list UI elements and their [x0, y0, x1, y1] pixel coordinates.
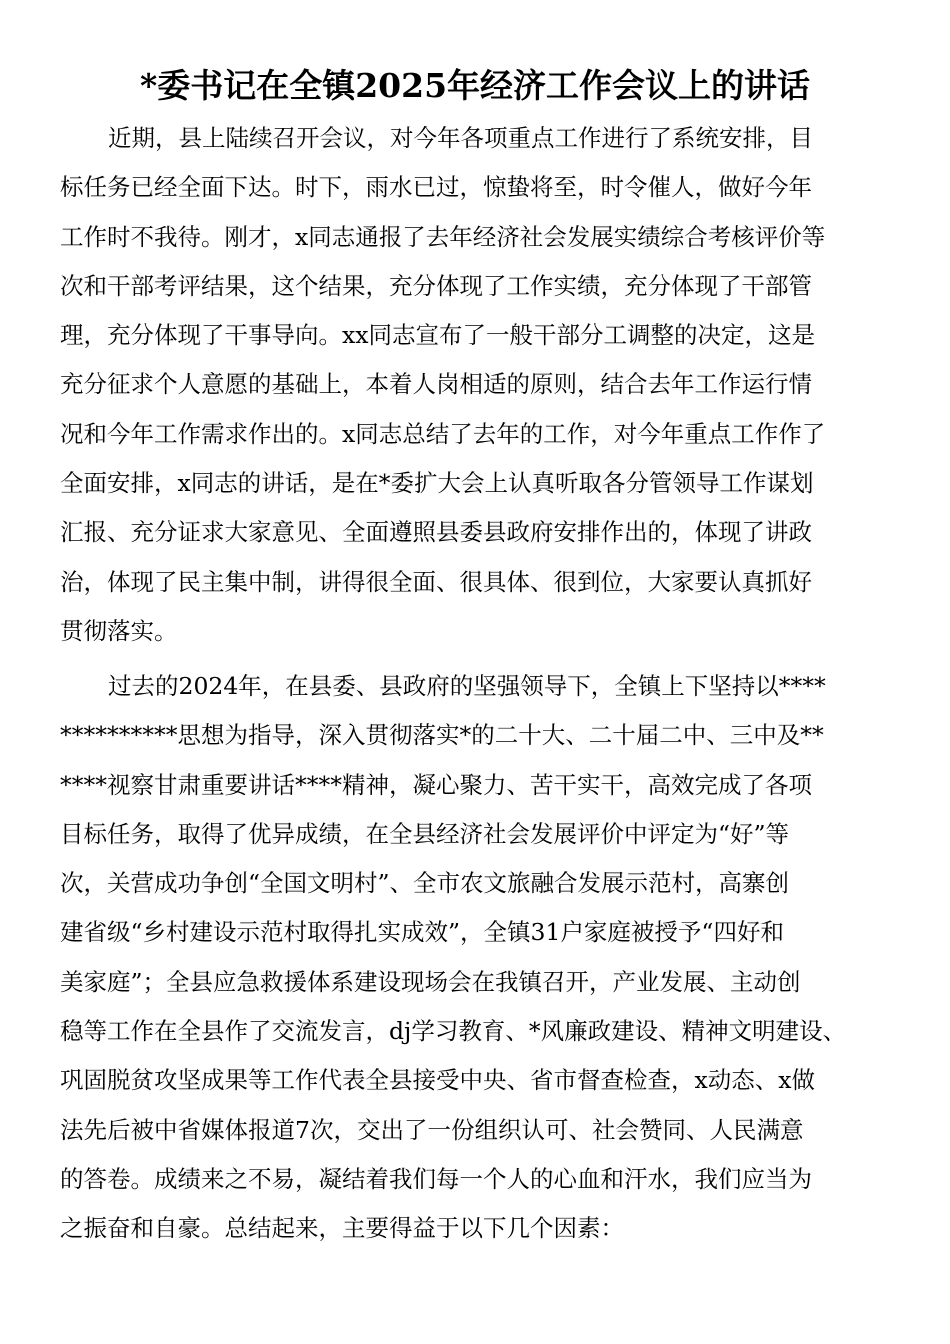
paragraph-line: 次，关营成功争创“全国文明村”、全市农文旅融合发展示范村，高寨创	[60, 869, 790, 898]
paragraph-line: 法先后被中省媒体报道7次，交出了一份组织认可、社会赞同、人民满意	[60, 1115, 804, 1144]
paragraph-line: 全面安排，x同志的讲话，是在*委扩大会上认真听取各分管领导工作谋划	[60, 469, 814, 498]
paragraph-line: 巩固脱贫攻坚成果等工作代表全县接受中央、省市督查检查，x动态、x做	[60, 1066, 816, 1095]
paragraph-line: 稳等工作在全县作了交流发言，dj学习教育、*风廉政建设、精神文明建设、	[60, 1017, 847, 1046]
paragraph-line: **********思想为指导，深入贯彻落实*的二十大、二十届二中、三中及**	[60, 721, 824, 750]
paragraph-line: 工作时不我待。刚才，x同志通报了去年经济社会发展实绩综合考核评价等	[60, 222, 826, 251]
paragraph-line: 目标任务，取得了优异成绩，在全县经济社会发展评价中评定为“好”等	[60, 819, 790, 848]
paragraph-line: 之振奋和自豪。总结起来，主要得益于以下几个因素：	[60, 1214, 624, 1243]
paragraph-line: 贯彻落实。	[60, 616, 178, 645]
paragraph-line: 充分征求个人意愿的基础上，本着人岗相适的原则，结合去年工作运行情	[60, 370, 812, 399]
paragraph-line: 理，充分体现了干事导向。xx同志宣布了一般干部分工调整的决定，这是	[60, 321, 816, 350]
paragraph-line: 美家庭”；全县应急救援体系建设现场会在我镇召开，产业发展、主动创	[60, 967, 801, 996]
paragraph-1	[60, 114, 890, 656]
paragraph-line: 汇报、充分证求大家意见、全面遵照县委县政府安排作出的，体现了讲政	[60, 518, 812, 547]
paragraph-line: 标任务已经全面下达。时下，雨水已过，惊蛰将至，时令催人，做好今年	[60, 173, 812, 202]
paragraph-line: 的答卷。成绩来之不易，凝结着我们每一个人的心血和汗水，我们应当为	[60, 1164, 812, 1193]
paragraph-line: ****视察甘肃重要讲话****精神，凝心聚力、苦干实干，高效完成了各项	[60, 770, 812, 799]
paragraph-line: 建省级“乡村建设示范村取得扎实成效”，全镇31户家庭被授予“四好和	[60, 918, 784, 947]
paragraph-line: 过去的2024年，在县委、县政府的坚强领导下，全镇上下坚持以****	[108, 672, 826, 700]
paragraph-line: 况和今年工作需求作出的。x同志总结了去年的工作，对今年重点工作作了	[60, 419, 826, 448]
paragraph-line: 次和干部考评结果，这个结果，充分体现了工作实绩，充分体现了干部管	[60, 271, 812, 300]
paragraph-line: 治，体现了民主集中制，讲得很全面、很具体、很到位，大家要认真抓好	[60, 567, 812, 596]
paragraph-2	[60, 662, 890, 1254]
document-title: *委书记在全镇2025年经济工作会议上的讲话	[139, 66, 811, 105]
paragraph-line: 近期，县上陆续召开会议，对今年各项重点工作进行了系统安排，目	[108, 124, 813, 152]
